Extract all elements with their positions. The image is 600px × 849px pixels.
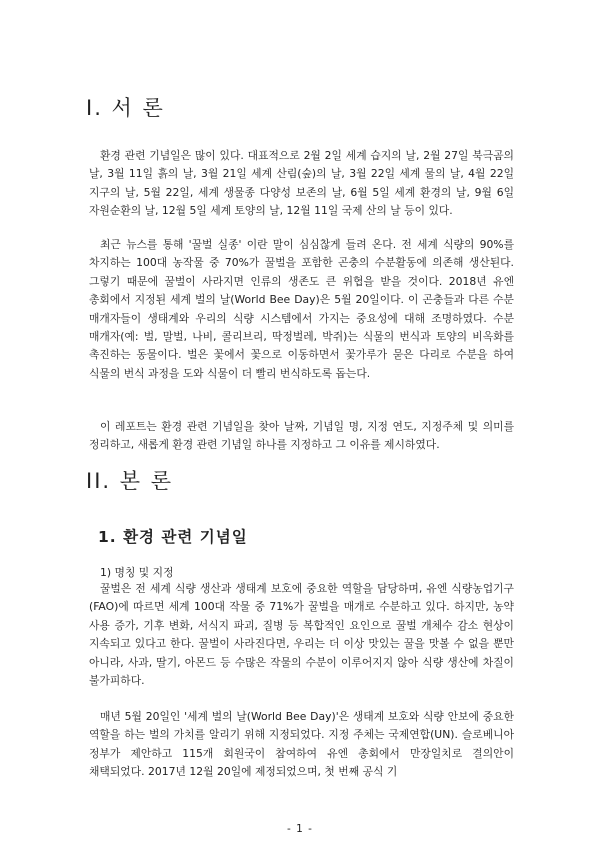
- page-number: - 1 -: [287, 823, 313, 835]
- paragraph-body-2: 매년 5월 20일인 '세계 벌의 날(World Bee Day)'은 생태계 보호와 식량 안보에 중요한 역할을 하는 벌의 가치를 알리기 위해 지정되었다. 지정 주체는 국제연합(UN). 슬로베니아 정부가 제안하고 115개 회원국이 참여하여 유엔 총회에서 만장일치로 결의안이 채택되었다. 2017년 12월 20일에 제정되었으며, 첫 번째 공식 기: [89, 710, 514, 779]
- section-heading-body: II. 본 론: [86, 469, 173, 493]
- section-heading-introduction: I. 서 론: [86, 96, 165, 120]
- paragraph-intro-2: 최근 뉴스를 통해 '꿀벌 실종' 이란 말이 심심찮게 들려 온다. 전 세계 식량의 90%를 차지하는 100대 농작물 중 70%가 꿀벌을 포함한 곤충의 수분활동에 의존해 생산된다. 그렇기 때문에 꿀벌이 사라지면 인류의 생존도 큰 위협을 받을 것이다. 2018년 유엔 총회에서 지정된 세계 벌의 날(World Bee Day)은 5월 20일이다. 이 곤충들과 다른 수분 매개자들이 생태계와 우리의 식량 시스템에서 가지는 중요성에 대해 조명하였다. 수분 매개자(예: 벌, 말벌, 나비, 콜리브리, 딱정벌레, 박쥐)는 식물의 번식과 토양의 비옥화를 촉진하는 동물이다. 벌은 꽃에서 꽃으로 이동하면서 꽃가루가 묻은 다리로 수분을 하여 식물의 번식 과정을 도와 식물이 더 빨리 번식하도록 돕는다.: [89, 238, 514, 380]
- paragraph-intro-1: 환경 관련 기념일은 많이 있다. 대표적으로 2월 2일 세계 습지의 날, 2월 27일 북극곰의 날, 3월 11일 흙의 날, 3월 21일 세계 산림(숲)의 날, 3월 22일 세계 물의 날, 4월 22일 지구의 날, 5월 22일, 세계 생물종 다양성 보존의 날, 6월 5일 세계 환경의 날, 9월 6일 자원순환의 날, 12월 5일 세계 토양의 날, 12월 11일 국제 산의 날 등이 있다.: [89, 149, 514, 218]
- paragraph-body-1: 꿀벌은 전 세계 식량 생산과 생태계 보호에 중요한 역할을 담당하며, 유엔 식량농업기구(FAO)에 따르면 세계 100대 작물 중 71%가 꿀벌을 매개로 수분하고 있다. 하지만, 농약 사용 증가, 기후 변화, 서식지 파괴, 질병 등 복합적인 요인으로 꿀벌 개체수 감소 현상이 지속되고 있다고 한다. 꿀벌이 사라진다면, 우리는 더 이상 맛있는 꿀을 맛볼 수 없을 뿐만 아니라, 사과, 딸기, 아몬드 등 수많은 작물의 수분이 이루어지지 않아 식량 생산에 차질이 불가피하다.: [89, 582, 514, 688]
- paragraph-intro-3: 이 레포트는 환경 관련 기념일을 찾아 날짜, 기념일 명, 지정 연도, 지정주체 및 의미를 정리하고, 새롭게 환경 관련 기념일 하나를 지정하고 그 이유를 제시하였다.: [89, 420, 514, 452]
- subsection-heading: 1. 환경 관련 기념일: [98, 528, 248, 546]
- item-label: 1) 명칭 및 지정: [100, 566, 174, 579]
